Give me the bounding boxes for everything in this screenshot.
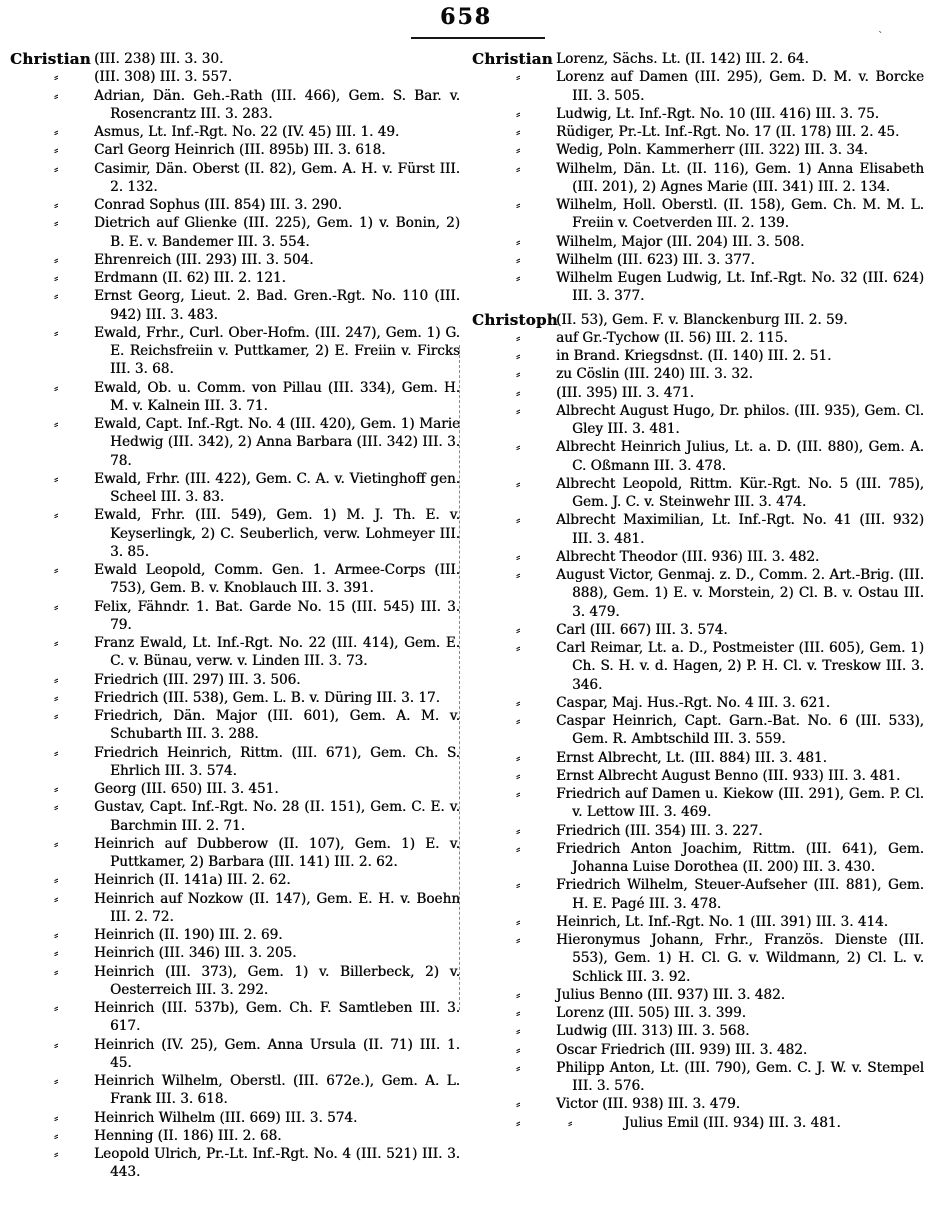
ditto-mark-icon: ⸗ (516, 1115, 520, 1130)
ditto-mark-icon: ⸗ (516, 252, 520, 267)
ditto-mark-icon: ⸗ (516, 914, 520, 929)
ditto-mark-icon: ⸗ (516, 476, 520, 491)
index-entry: ⸗ Albrecht Theodor (III. 936) III. 3. 482. (516, 548, 820, 565)
ditto-mark-icon: ⸗ (568, 1115, 572, 1130)
index-entry: ⸗ Dietrich auf Glienke (III. 225), Gem. 1) v. Bonin, 2) B. E. v. Bandemer III. 3. 554. (54, 215, 460, 250)
ditto-mark-icon: ⸗ (54, 690, 58, 705)
ditto-mark-icon: ⸗ (54, 198, 58, 212)
index-group (472, 311, 924, 1132)
index-entry: ⸗ Wedig, Poln. Kammerherr (III. 322) III. 3. 34. (516, 142, 868, 159)
index-entry: ⸗ Wilhelm Eugen Ludwig, Lt. Inf.-Rgt. No. 32 (III. 624) III. 3. 377. (516, 270, 924, 305)
scan-artifact: ` (878, 30, 884, 43)
index-entry: ⸗ Heinrich Wilhelm, Oberstl. (III. 672e.), Gem. A. L. Frank III. 3. 618. (54, 1073, 460, 1108)
index-entry: ⸗ Ernst Albrecht August Benno (III. 933) III. 3. 481. (516, 767, 901, 784)
index-entry: ⸗ Friedrich auf Damen u. Kiekow (III. 291), Gem. P. Cl. v. Lettow III. 3. 469. (516, 786, 924, 821)
index-entry: ⸗ Heinrich auf Nozkow (II. 147), Gem. E. H. v. Boehn III. 2. 72. (54, 890, 460, 925)
index-entry: ⸗ Ludwig (III. 313) III. 3. 568. (516, 1023, 750, 1040)
ditto-mark-icon: ⸗ (516, 1042, 520, 1057)
index-entry: ⸗ Friedrich Anton Joachim, Rittm. (III. 641), Gem. Johanna Luise Dorothea (II. 200) III. 3. 430. (516, 840, 924, 875)
ditto-mark-icon: ⸗ (516, 787, 520, 801)
index-entry: ⸗ Adrian, Dän. Geh.-Rath (III. 466), Gem. S. Bar. v. Rosencrantz III. 3. 283. (54, 87, 460, 122)
index-entry: ⸗ Franz Ewald, Lt. Inf.-Rgt. No. 22 (III. 414), Gem. E. C. v. Bünau, verw. v. Linden III. 3. 73. (54, 635, 460, 670)
ditto-mark-icon: ⸗ (516, 841, 520, 856)
index-entry: ⸗ ⸗ Julius Emil (III. 934) III. 3. 481. (516, 1114, 841, 1131)
ditto-mark-icon: ⸗ (516, 143, 520, 158)
ditto-mark-icon: ⸗ (54, 289, 58, 304)
head-word: Christian (472, 50, 553, 68)
index-entry: ⸗ in Brand. Kriegsdnst. (II. 140) III. 2. 51. (516, 348, 832, 364)
index-entry: ⸗ Philipp Anton, Lt. (III. 790), Gem. C. J. W. v. Stempel III. 3. 576. (516, 1059, 924, 1094)
index-entry: Christian Lorenz, Sächs. Lt. (II. 142) III. 2. 64. (472, 50, 809, 68)
ditto-mark-icon: ⸗ (516, 403, 520, 418)
index-entry: ⸗ Lorenz auf Damen (III. 295), Gem. D. M. v. Borcke III. 3. 505. (516, 69, 924, 104)
index-entry: ⸗ Heinrich (III. 346) III. 3. 205. (54, 945, 297, 962)
ditto-mark-icon: ⸗ (54, 745, 58, 760)
index-entry: ⸗ Friedrich Heinrich, Rittm. (III. 671), Gem. Ch. S. Ehrlich III. 3. 574. (54, 744, 460, 779)
index-entry: ⸗ Erdmann (II. 62) III. 2. 121. (54, 270, 286, 286)
ditto-mark-icon: ⸗ (516, 330, 520, 345)
index-entry: ⸗ Leopold Ulrich, Pr.-Lt. Inf.-Rgt. No. 4 (III. 521) III. 3. 443. (54, 1146, 460, 1181)
ditto-mark-icon: ⸗ (54, 1147, 58, 1161)
index-entry: ⸗ Friedrich, Dän. Major (III. 601), Gem. A. M. v. Schubarth III. 3. 288. (54, 708, 460, 743)
ditto-mark-icon: ⸗ (516, 987, 520, 1002)
ditto-mark-icon: ⸗ (54, 1074, 58, 1088)
ditto-mark-icon: ⸗ (54, 964, 58, 979)
index-entry: ⸗ Friedrich (III. 297) III. 3. 506. (54, 671, 301, 688)
left-column (10, 50, 460, 1182)
index-entry: ⸗ Heinrich (III. 537b), Gem. Ch. F. Samtleben III. 3. 617. (54, 1000, 460, 1035)
ditto-mark-icon: ⸗ (54, 1037, 58, 1052)
index-entry: ⸗ Ernst Georg, Lieut. 2. Bad. Gren.-Rgt. No. 110 (III. 942) III. 3. 483. (54, 288, 460, 323)
index-entry: ⸗ Heinrich Wilhelm (III. 669) III. 3. 574. (54, 1109, 358, 1126)
ditto-mark-icon: ⸗ (54, 800, 58, 815)
ditto-mark-icon: ⸗ (516, 641, 520, 655)
ditto-mark-icon: ⸗ (516, 1006, 520, 1020)
ditto-mark-icon: ⸗ (54, 1110, 58, 1125)
index-entry: ⸗ Friedrich (III. 538), Gem. L. B. v. Düring III. 3. 17. (54, 689, 440, 706)
ditto-mark-icon: ⸗ (54, 873, 58, 888)
column-divider-rule (459, 345, 460, 1010)
index-entry: ⸗ Heinrich, Lt. Inf.-Rgt. No. 1 (III. 391) III. 3. 414. (516, 913, 889, 930)
ditto-mark-icon: ⸗ (54, 417, 58, 431)
ditto-mark-icon: ⸗ (516, 768, 520, 783)
index-entry: ⸗ Heinrich (IV. 25), Gem. Anna Ursula (II. 71) III. 1. 45. (54, 1036, 460, 1071)
index-entry: ⸗ Casimir, Dän. Oberst (II. 82), Gem. A. H. v. Fürst III. 2. 132. (54, 160, 460, 195)
index-entry: ⸗ Friedrich (III. 354) III. 3. 227. (516, 822, 763, 839)
index-entry: ⸗ Ewald, Capt. Inf.-Rgt. No. 4 (III. 420), Gem. 1) Marie Hedwig (III. 342), 2) Anna Barbara (III. 342) III. 3. 78. (54, 416, 460, 469)
ditto-mark-icon: ⸗ (54, 161, 58, 176)
ditto-mark-icon: ⸗ (54, 709, 58, 723)
ditto-mark-icon: ⸗ (54, 836, 58, 851)
ditto-mark-icon: ⸗ (516, 106, 520, 121)
ditto-mark-icon: ⸗ (54, 508, 58, 523)
index-entry: ⸗ Wilhelm (III. 623) III. 3. 377. (516, 251, 755, 268)
ditto-mark-icon: ⸗ (516, 70, 520, 85)
index-entry: ⸗ Conrad Sophus (III. 854) III. 3. 290. (54, 197, 342, 213)
index-entry: ⸗ Heinrich (II. 141a) III. 2. 62. (54, 872, 291, 889)
index-entry: ⸗ Carl Reimar, Lt. a. D., Postmeister (III. 605), Gem. 1) Ch. S. H. v. d. Hagen, 2) P. H. Cl. v. Treskow III. 3. 346. (516, 640, 924, 693)
index-entry: ⸗ Carl Georg Heinrich (III. 895b) III. 3. 618. (54, 142, 386, 159)
index-entry: Christian (III. 238) III. 3. 30. (10, 50, 224, 68)
ditto-mark-icon: ⸗ (516, 271, 520, 285)
index-entry: ⸗ Oscar Friedrich (III. 939) III. 3. 482. (516, 1041, 808, 1058)
index-entry: ⸗ Hieronymus Johann, Frhr., Französ. Dienste (III. 553), Gem. 1) H. Cl. G. v. Wildmann, 2) Cl. L. v. Schlick III. 3. 92. (516, 932, 924, 985)
ditto-mark-icon: ⸗ (516, 367, 520, 382)
page-header (0, 4, 932, 30)
ditto-mark-icon: ⸗ (54, 271, 58, 285)
ditto-mark-icon: ⸗ (516, 440, 520, 455)
ditto-mark-icon: ⸗ (516, 161, 520, 176)
ditto-mark-icon: ⸗ (54, 563, 58, 577)
index-entry: ⸗ Ehrenreich (III. 293) III. 3. 504. (54, 251, 314, 268)
index-entry: ⸗ Wilhelm, Holl. Oberstl. (II. 158), Gem. Ch. M. M. L. Freiin v. Coetverden III. 2. 139. (516, 197, 924, 232)
ditto-mark-icon: ⸗ (54, 88, 58, 103)
ditto-mark-icon: ⸗ (54, 252, 58, 267)
index-entry: ⸗ auf Gr.-Tychow (II. 56) III. 2. 115. (516, 329, 788, 346)
ditto-mark-icon: ⸗ (516, 622, 520, 637)
ditto-mark-icon: ⸗ (516, 714, 520, 728)
ditto-mark-icon: ⸗ (516, 823, 520, 838)
ditto-mark-icon: ⸗ (516, 878, 520, 893)
index-entry: ⸗ Albrecht Heinrich Julius, Lt. a. D. (III. 880), Gem. A. C. Oßmann III. 3. 478. (516, 439, 924, 474)
ditto-mark-icon: ⸗ (54, 125, 58, 139)
index-entry: ⸗ zu Cöslin (III. 240) III. 3. 32. (516, 366, 753, 383)
ditto-mark-icon: ⸗ (516, 568, 520, 582)
ditto-mark-icon: ⸗ (516, 750, 520, 765)
ditto-mark-icon: ⸗ (516, 1024, 520, 1039)
ditto-mark-icon: ⸗ (54, 672, 58, 687)
index-entry: ⸗ Wilhelm, Major (III. 204) III. 3. 508. (516, 233, 805, 250)
index-entry: ⸗ August Victor, Genmaj. z. D., Comm. 2. Art.-Brig. (III. 888), Gem. 1) E. v. Morstein, 2) Cl. B. v. Ostau III. 3. 479. (516, 567, 924, 620)
ditto-mark-icon: ⸗ (516, 125, 520, 139)
index-entry: ⸗ (III. 395) III. 3. 471. (516, 384, 694, 401)
index-entry: ⸗ Caspar Heinrich, Capt. Garn.-Bat. No. 6 (III. 533), Gem. R. Ambtschild III. 3. 559. (516, 713, 924, 748)
ditto-mark-icon: ⸗ (54, 143, 58, 158)
index-entry: ⸗ Heinrich (II. 190) III. 2. 69. (54, 927, 283, 943)
index-entry: ⸗ Albrecht August Hugo, Dr. philos. (III. 935), Gem. Cl. Gley III. 3. 481. (516, 402, 924, 437)
index-entry: ⸗ Ludwig, Lt. Inf.-Rgt. No. 10 (III. 416) III. 3. 75. (516, 105, 879, 122)
ditto-mark-icon: ⸗ (54, 325, 58, 340)
index-entry: ⸗ Ewald, Ob. u. Comm. von Pillau (III. 334), Gem. H. M. v. Kalnein III. 3. 71. (54, 379, 460, 414)
ditto-mark-icon: ⸗ (516, 385, 520, 400)
index-entry: ⸗ Asmus, Lt. Inf.-Rgt. No. 22 (IV. 45) III. 1. 49. (54, 124, 400, 140)
ditto-mark-icon: ⸗ (54, 1001, 58, 1015)
index-entry: ⸗ Julius Benno (III. 937) III. 3. 482. (516, 986, 785, 1003)
index-entry: ⸗ Albrecht Leopold, Rittm. Kür.-Rgt. No. 5 (III. 785), Gem. J. C. v. Steinwehr III. 3. 474. (516, 475, 924, 510)
index-entry: ⸗ Victor (III. 938) III. 3. 479. (516, 1096, 740, 1113)
index-entry: ⸗ Ewald, Frhr., Curl. Ober-Hofm. (III. 247), Gem. 1) G. E. Reichsfreiin v. Puttkamer, 2) E. Freiin v. Fircks III. 3. 68. (54, 324, 460, 378)
index-group (472, 50, 924, 306)
head-word: Christoph (472, 310, 558, 329)
index-entry: ⸗ Heinrich auf Dubberow (II. 107), Gem. 1) E. v. Puttkamer, 2) Barbara (III. 141) III. 2. 62. (54, 835, 460, 870)
ditto-mark-icon: ⸗ (516, 513, 520, 528)
ditto-mark-icon: ⸗ (516, 695, 520, 710)
index-entry: ⸗ Caspar, Maj. Hus.-Rgt. No. 4 III. 3. 621. (516, 694, 831, 711)
ditto-mark-icon: ⸗ (516, 349, 520, 363)
index-entry: ⸗ Heinrich (III. 373), Gem. 1) v. Billerbeck, 2) v. Oesterreich III. 3. 292. (54, 963, 460, 998)
index-entry: ⸗ Henning (II. 186) III. 2. 68. (54, 1127, 282, 1144)
ditto-mark-icon: ⸗ (516, 234, 520, 249)
index-entry: ⸗ Ewald Leopold, Comm. Gen. 1. Armee-Corps (III. 753), Gem. B. v. Knoblauch III. 3. 391. (54, 562, 460, 597)
ditto-mark-icon: ⸗ (54, 1128, 58, 1143)
ditto-mark-icon: ⸗ (54, 636, 58, 650)
ditto-mark-icon: ⸗ (54, 599, 58, 614)
index-entry: ⸗ Ewald, Frhr. (III. 422), Gem. C. A. v. Vietinghoff gen. Scheel III. 3. 83. (54, 470, 460, 505)
index-entry: ⸗ Ewald, Frhr. (III. 549), Gem. 1) M. J. Th. E. v. Keyserlingk, 2) C. Seuberlich, verw. Lohmeyer III. 3. 85. (54, 507, 460, 560)
ditto-mark-icon: ⸗ (516, 1060, 520, 1075)
index-entry: ⸗ Georg (III. 650) III. 3. 451. (54, 781, 279, 797)
header-rule (411, 37, 545, 39)
ditto-mark-icon: ⸗ (54, 891, 58, 906)
right-column (472, 50, 924, 1132)
index-entry: ⸗ Wilhelm, Dän. Lt. (II. 116), Gem. 1) Anna Elisabeth (III. 201), 2) Agnes Marie (III. 341) III. 2. 134. (516, 160, 924, 195)
index-entry: ⸗ Carl (III. 667) III. 3. 574. (516, 621, 728, 638)
ditto-mark-icon: ⸗ (54, 471, 58, 486)
page-number: 658 (440, 4, 492, 30)
head-word: Christian (10, 50, 91, 68)
index-entry: Christoph (II. 53), Gem. F. v. Blanckenburg III. 2. 59. (472, 310, 848, 329)
index-entry: ⸗ Albrecht Maximilian, Lt. Inf.-Rgt. No. 41 (III. 932) III. 3. 481. (516, 512, 924, 547)
ditto-mark-icon: ⸗ (516, 549, 520, 564)
ditto-mark-icon: ⸗ (516, 933, 520, 947)
ditto-mark-icon: ⸗ (54, 216, 58, 231)
index-entry: ⸗ Ernst Albrecht, Lt. (III. 884) III. 3. 481. (516, 749, 827, 766)
ditto-mark-icon: ⸗ (54, 70, 58, 85)
index-group (10, 50, 460, 1182)
ditto-mark-icon: ⸗ (54, 946, 58, 961)
ditto-mark-icon: ⸗ (54, 380, 58, 395)
index-entry: ⸗ Rüdiger, Pr.-Lt. Inf.-Rgt. No. 17 (II. 178) III. 2. 45. (516, 124, 900, 140)
ditto-mark-icon: ⸗ (516, 198, 520, 212)
index-entry: ⸗ Lorenz (III. 505) III. 3. 399. (516, 1005, 746, 1021)
index-entry: ⸗ (III. 308) III. 3. 557. (54, 69, 232, 86)
index-entry: ⸗ Felix, Fähndr. 1. Bat. Garde No. 15 (III. 545) III. 3. 79. (54, 598, 460, 633)
ditto-mark-icon: ⸗ (516, 1097, 520, 1112)
index-entry: ⸗ Friedrich Wilhelm, Steuer-Aufseher (III. 881), Gem. H. E. Pagé III. 3. 478. (516, 877, 924, 912)
ditto-mark-icon: ⸗ (54, 782, 58, 796)
ditto-mark-icon: ⸗ (54, 928, 58, 942)
index-entry: ⸗ Gustav, Capt. Inf.-Rgt. No. 28 (II. 151), Gem. C. E. v. Barchmin III. 2. 71. (54, 799, 460, 834)
